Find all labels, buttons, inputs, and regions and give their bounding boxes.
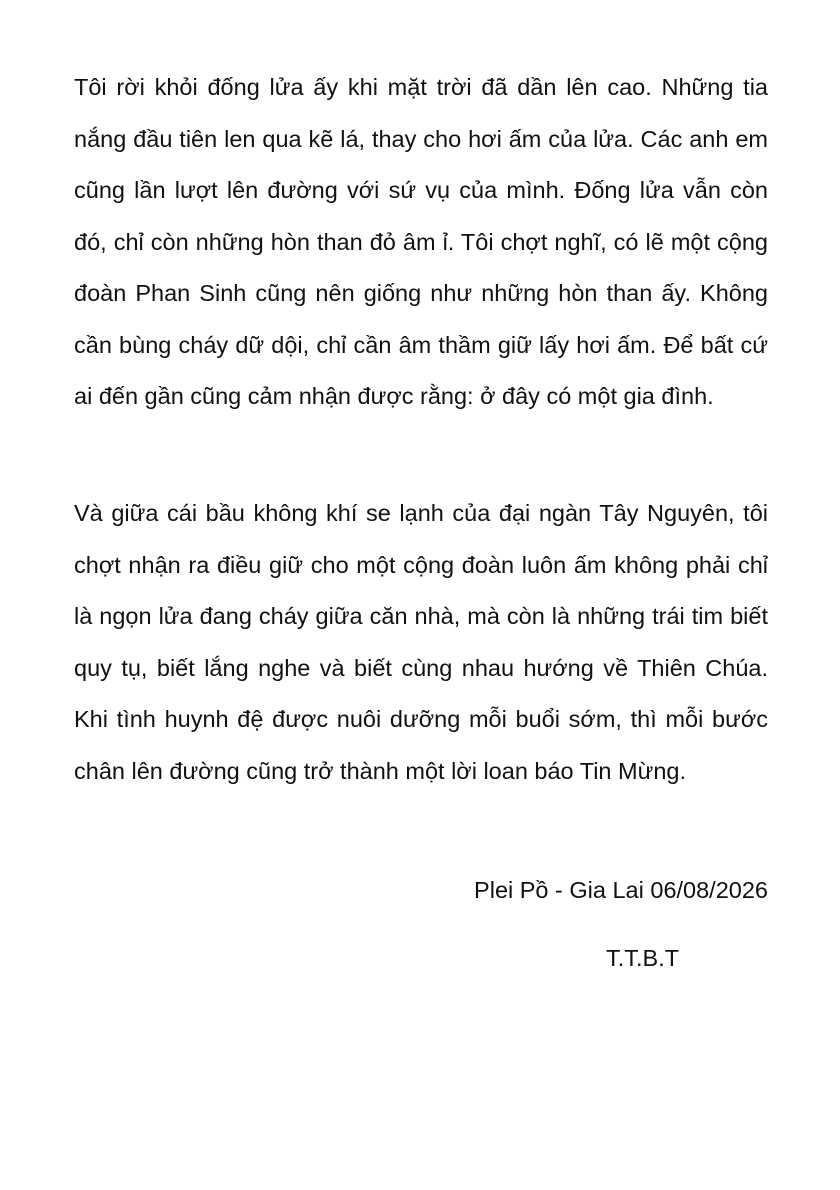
paragraph-2: Và giữa cái bầu không khí se lạnh của đại ngàn Tây Nguyên, tôi chợt nhận ra điều giữ cho một cộng đoàn luôn ấm không phải chỉ là ngọn lửa đang cháy giữa căn nhà, mà còn là những trái tim biết quy tụ, biết lắng nghe và biết cùng nhau hướng về Thiên Chúa. Khi tình huynh đệ được nuôi dưỡng mỗi buổi sớm, thì mỗi bước chân lên đường cũng trở thành một lời loan báo Tin Mừng. xyxy=(74,500,768,784)
paragraph-1: Tôi rời khỏi đống lửa ấy khi mặt trời đã dần lên cao. Những tia nắng đầu tiên len qua kẽ lá, thay cho hơi ấm của lửa. Các anh em cũng lần lượt lên đường với sứ vụ của mình. Đống lửa vẫn còn đó, chỉ còn những hòn than đỏ âm ỉ. Tôi chợt nghĩ, có lẽ một cộng đoàn Phan Sinh cũng nên giống như những hòn than ấy. Không cần bùng cháy dữ dội, chỉ cần âm thầm giữ lấy hơi ấm. Để bất cứ ai đến gần cũng cảm nhận được rằng: ở đây có một gia đình. xyxy=(74,74,768,409)
place-and-date: Plei Pồ - Gia Lai 06/08/2026 xyxy=(474,877,768,903)
author-signature: T.T.B.T xyxy=(606,945,680,971)
